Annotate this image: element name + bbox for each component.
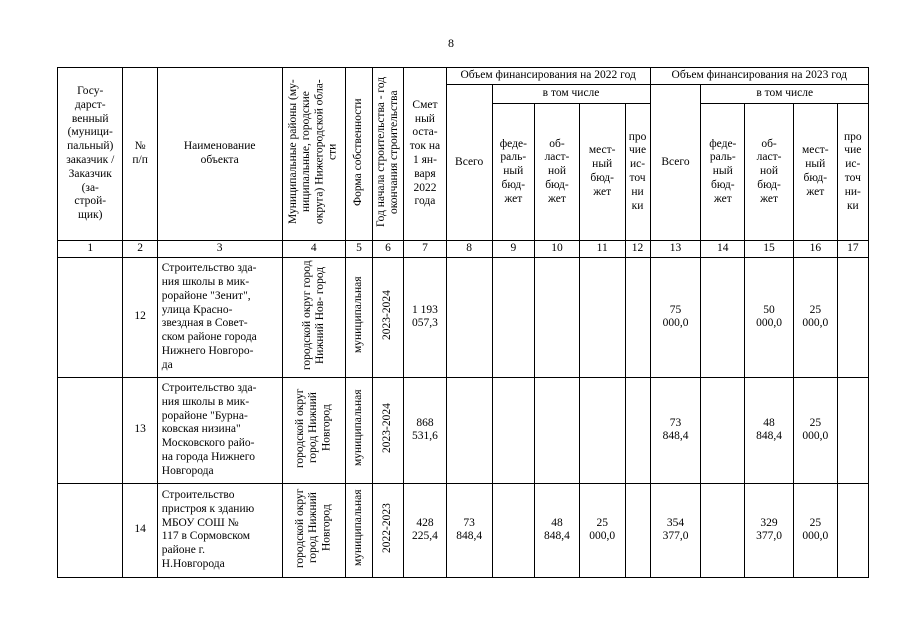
header-regional-2023: об- ласт- ной бюд- жет xyxy=(745,104,794,241)
header-total-2023: Всего xyxy=(650,84,701,240)
cell-years xyxy=(372,257,403,377)
cell-regional-2023: 48 848,4 xyxy=(745,377,794,483)
cell-other-2022 xyxy=(625,377,650,483)
header-other-2023: про чие ис- точ ни- ки xyxy=(837,104,868,241)
cell-other-2023 xyxy=(837,257,868,377)
cell-total-2023: 75 000,0 xyxy=(650,257,701,377)
cell-customer xyxy=(58,257,123,377)
cell-object-name: Строительство зда- ния школы в мик- рорайоне "Зенит", улица Красно- звездная в Совет- ском районе города Нижнего Новгоро- да xyxy=(157,257,282,377)
cell-federal-2023 xyxy=(701,483,745,577)
header-ownership-text: Форма собственности xyxy=(352,97,365,206)
column-number: 11 xyxy=(579,241,625,258)
header-regional-2022: об- ласт- ной бюд- жет xyxy=(535,104,580,241)
page-number: 8 xyxy=(448,36,454,50)
cell-other-2023 xyxy=(837,483,868,577)
cell-local-2023: 25 000,0 xyxy=(793,483,837,577)
cell-regional-2022 xyxy=(535,257,580,377)
column-number: 14 xyxy=(701,241,745,258)
cell-other-2022 xyxy=(625,483,650,577)
column-number: 5 xyxy=(345,241,372,258)
column-number: 9 xyxy=(492,241,535,258)
column-number: 8 xyxy=(446,241,492,258)
cell-district-text: городской округ город Нижний Нов- город xyxy=(300,260,326,370)
header-federal-2023: феде- раль- ный бюд- жет xyxy=(701,104,745,241)
cell-local-2022 xyxy=(579,377,625,483)
cell-district xyxy=(282,377,345,483)
cell-federal-2023 xyxy=(701,377,745,483)
financing-table xyxy=(57,67,869,578)
column-number: 12 xyxy=(625,241,650,258)
column-number: 1 xyxy=(58,241,123,258)
header-ownership xyxy=(345,68,372,241)
header-federal-2022: феде- раль- ный бюд- жет xyxy=(492,104,535,241)
cell-years-text: 2022-2023 xyxy=(381,502,394,553)
cell-customer xyxy=(58,483,123,577)
cell-ownership-text: муниципальная xyxy=(352,389,365,467)
column-number: 6 xyxy=(372,241,403,258)
cell-federal-2022 xyxy=(492,483,535,577)
header-fin-2023: Объем финансирования на 2023 год xyxy=(650,68,868,85)
header-object-name: Наименование объекта xyxy=(157,68,282,241)
cell-total-2022 xyxy=(446,377,492,483)
cell-local-2023: 25 000,0 xyxy=(793,257,837,377)
header-fin-2022: Объем финансирования на 2022 год xyxy=(446,68,650,85)
header-incl-2023: в том числе xyxy=(701,84,869,103)
cell-regional-2023: 329 377,0 xyxy=(745,483,794,577)
cell-local-2022 xyxy=(579,257,625,377)
cell-ownership xyxy=(345,483,372,577)
cell-federal-2023 xyxy=(701,257,745,377)
header-local-2022: мест- ный бюд- жет xyxy=(579,104,625,241)
column-number: 15 xyxy=(745,241,794,258)
cell-district xyxy=(282,257,345,377)
header-other-2022: про чие ис- точ ни ки xyxy=(625,104,650,241)
cell-years xyxy=(372,483,403,577)
header-customer: Госу- дарст- венный (муници- пальный) заказчик / Заказчик (за- строй- щик) xyxy=(58,68,123,241)
cell-total-2023: 354 377,0 xyxy=(650,483,701,577)
cell-total-2023: 73 848,4 xyxy=(650,377,701,483)
cell-federal-2022 xyxy=(492,377,535,483)
cell-customer xyxy=(58,377,123,483)
cell-ownership xyxy=(345,377,372,483)
cell-district-text: городской округ город Нижний Новгород xyxy=(293,388,333,468)
header-district xyxy=(282,68,345,241)
column-number: 3 xyxy=(157,241,282,258)
table-row xyxy=(58,483,869,577)
cell-num: 12 xyxy=(123,257,157,377)
header-estimate: Смет ный оста- ток на 1 ян- варя 2022 года xyxy=(404,68,447,241)
cell-regional-2022 xyxy=(535,377,580,483)
column-number: 16 xyxy=(793,241,837,258)
cell-regional-2022: 48 848,4 xyxy=(535,483,580,577)
header-incl-2022: в том числе xyxy=(492,84,650,103)
cell-years xyxy=(372,377,403,483)
cell-num: 13 xyxy=(123,377,157,483)
cell-years-text: 2023-2024 xyxy=(381,402,394,453)
cell-estimate: 428 225,4 xyxy=(404,483,447,577)
header-total-2022: Всего xyxy=(446,84,492,240)
table-row xyxy=(58,257,869,377)
column-number: 10 xyxy=(535,241,580,258)
cell-district xyxy=(282,483,345,577)
table-row xyxy=(58,377,869,483)
header-local-2023: мест- ный бюд- жет xyxy=(793,104,837,241)
cell-other-2022 xyxy=(625,257,650,377)
cell-num: 14 xyxy=(123,483,157,577)
cell-other-2023 xyxy=(837,377,868,483)
cell-ownership-text: муниципальная xyxy=(352,489,365,567)
column-numbers-row xyxy=(58,241,869,258)
header-years xyxy=(372,68,403,241)
column-number: 4 xyxy=(282,241,345,258)
cell-local-2023: 25 000,0 xyxy=(793,377,837,483)
cell-years-text: 2023-2024 xyxy=(381,289,394,340)
column-number: 17 xyxy=(837,241,868,258)
cell-object-name: Строительство пристроя к зданию МБОУ СОШ № 117 в Сормовском районе г. Н.Новгорода xyxy=(157,483,282,577)
header-district-text: Муниципальные районы (му- ниципальные, городские округа) Нижегородской обла- сти xyxy=(287,79,339,224)
cell-estimate: 1 193 057,3 xyxy=(404,257,447,377)
column-number: 2 xyxy=(123,241,157,258)
cell-regional-2023: 50 000,0 xyxy=(745,257,794,377)
cell-federal-2022 xyxy=(492,257,535,377)
header-years-text: Год начала строительства - год окончания строительства xyxy=(374,76,401,227)
cell-object-name: Строительство зда- ния школы в мик- рорайоне "Бурна- ковская низина" Московского райо- на города Нижнего Новгорода xyxy=(157,377,282,483)
cell-total-2022 xyxy=(446,257,492,377)
header-num: № п/п xyxy=(123,68,157,241)
cell-local-2022: 25 000,0 xyxy=(579,483,625,577)
cell-total-2022: 73 848,4 xyxy=(446,483,492,577)
column-number: 7 xyxy=(404,241,447,258)
cell-ownership-text: муниципальная xyxy=(352,276,365,354)
cell-ownership xyxy=(345,257,372,377)
cell-district-text: городской округ город Нижний Новгород xyxy=(293,488,333,568)
cell-estimate: 868 531,6 xyxy=(404,377,447,483)
column-number: 13 xyxy=(650,241,701,258)
